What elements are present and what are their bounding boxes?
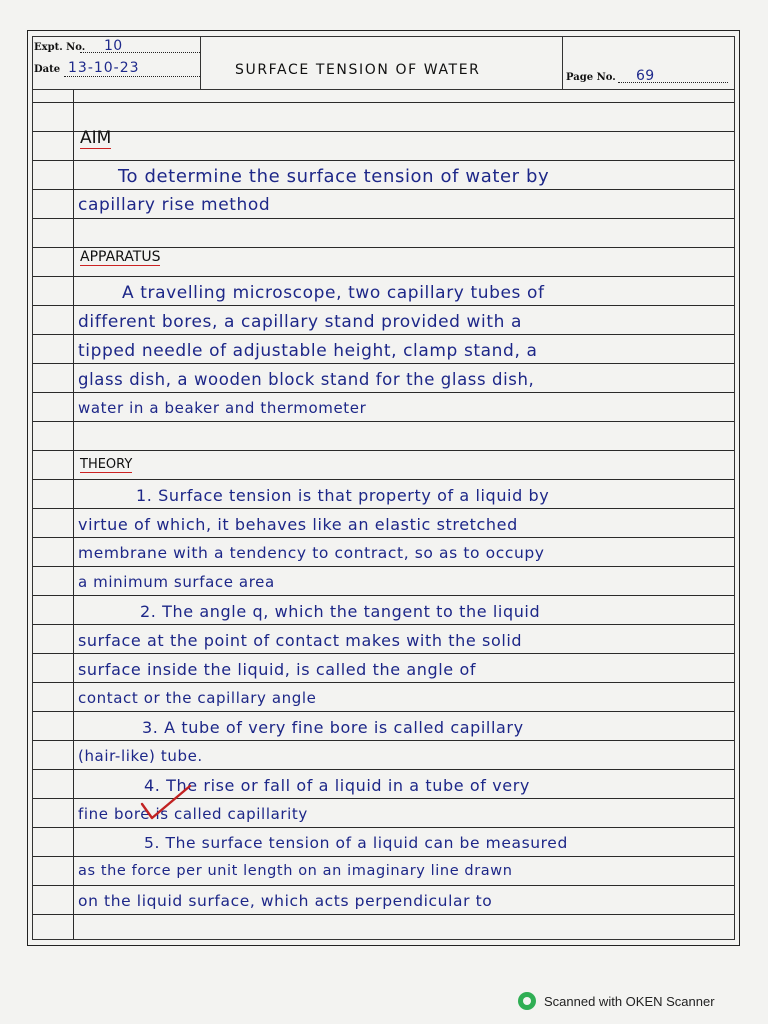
aim-heading: AIM xyxy=(80,128,112,148)
expt-no-dots xyxy=(80,42,200,53)
ruled-line xyxy=(33,189,734,190)
theory-line: surface inside the liquid, is called the angle of xyxy=(78,660,477,679)
date-value: 13-10-23 xyxy=(68,60,140,76)
scanner-watermark xyxy=(518,991,715,1011)
apparatus-line: glass dish, a wooden block stand for the glass dish, xyxy=(78,370,535,389)
ruled-line xyxy=(33,856,734,857)
ruled-line xyxy=(33,682,734,683)
scanner-text: Scanned with OKEN Scanner xyxy=(544,993,715,1009)
ruled-line xyxy=(33,450,734,451)
ruled-line xyxy=(33,392,734,393)
ruled-line xyxy=(33,885,734,886)
theory-line: surface at the point of contact makes with the solid xyxy=(78,631,523,650)
ruled-line xyxy=(33,102,734,103)
theory-heading: THEORY xyxy=(80,457,133,472)
apparatus-heading: APPARATUS xyxy=(80,249,161,265)
theory-line: fine bore is called capillarity xyxy=(78,805,308,823)
apparatus-line: different bores, a capillary stand provided with a xyxy=(78,312,523,332)
theory-line: 5. The surface tension of a liquid can be measured xyxy=(144,834,568,852)
page-no-dots xyxy=(618,72,728,83)
theory-line: a minimum surface area xyxy=(78,573,275,591)
checkmark-icon xyxy=(138,782,194,822)
theory-line: contact or the capillary angle xyxy=(78,689,317,707)
page-no-value: 69 xyxy=(636,68,655,84)
theory-line: (hair-like) tube. xyxy=(78,747,203,765)
ruled-line xyxy=(33,769,734,770)
apparatus-line: A travelling microscope, two capillary tubes of xyxy=(122,283,545,303)
ruled-line xyxy=(33,653,734,654)
ruled-line xyxy=(33,363,734,364)
header-divider xyxy=(562,36,563,89)
ruled-line xyxy=(33,276,734,277)
aim-line: capillary rise method xyxy=(78,195,271,215)
ruled-line xyxy=(33,914,734,915)
expt-no-label: Expt. No. xyxy=(34,42,86,53)
theory-line: 2. The angle q, which the tangent to the liquid xyxy=(140,602,541,621)
ruled-line xyxy=(33,740,734,741)
header-divider xyxy=(200,36,201,89)
ruled-line xyxy=(33,566,734,567)
ruled-line xyxy=(33,537,734,538)
theory-line: 3. A tube of very fine bore is called capillary xyxy=(142,718,524,737)
ruled-line xyxy=(33,595,734,596)
aim-line: To determine the surface tension of water by xyxy=(118,166,550,187)
page-no-label: Page No. xyxy=(566,72,616,83)
ruled-line xyxy=(33,421,734,422)
theory-line: virtue of which, it behaves like an elastic stretched xyxy=(78,515,518,534)
apparatus-line: tipped needle of adjustable height, clamp stand, a xyxy=(78,341,538,361)
ruled-line xyxy=(33,624,734,625)
ruled-line xyxy=(33,160,734,161)
ruled-line xyxy=(33,131,734,132)
ruled-line xyxy=(33,711,734,712)
page-title: SURFACE TENSION OF WATER xyxy=(235,62,481,78)
ruled-line xyxy=(33,305,734,306)
theory-line: membrane with a tendency to contract, so as to occupy xyxy=(78,544,545,562)
ruled-line xyxy=(33,508,734,509)
oken-scanner-logo-icon xyxy=(518,992,536,1010)
expt-no-value: 10 xyxy=(104,38,123,54)
ruled-line xyxy=(33,334,734,335)
date-label: Date xyxy=(34,64,61,75)
ruled-line xyxy=(33,247,734,248)
theory-line: 4. The rise or fall of a liquid in a tube of very xyxy=(144,776,530,795)
ruled-line xyxy=(33,479,734,480)
ruled-line xyxy=(33,218,734,219)
theory-line: as the force per unit length on an imaginary line drawn xyxy=(78,863,513,879)
theory-line: on the liquid surface, which acts perpendicular to xyxy=(78,892,493,910)
apparatus-line: water in a beaker and thermometer xyxy=(78,399,367,417)
theory-line: 1. Surface tension is that property of a liquid by xyxy=(136,486,550,505)
ruled-line xyxy=(33,827,734,828)
